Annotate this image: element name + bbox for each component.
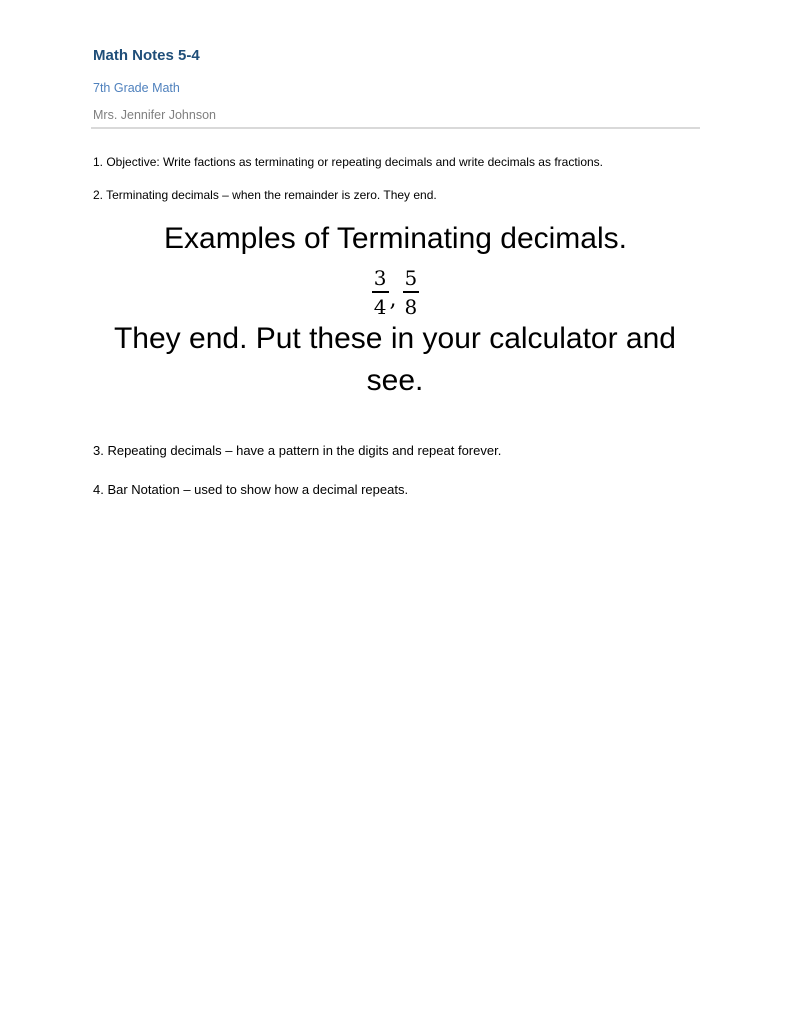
- note-repeating-decimals: 3. Repeating decimals – have a pattern in the digits and repeat forever.: [93, 443, 502, 458]
- note-bar-notation: 4. Bar Notation – used to show how a decimal repeats.: [93, 482, 409, 497]
- fraction-denominator: 4: [373, 294, 387, 319]
- examples-heading: Examples of Terminating decimals.: [164, 222, 627, 255]
- header-divider: [91, 127, 700, 129]
- examples-statement: They end. Put these in your calculator and see.: [113, 322, 676, 397]
- note-objective: 1. Objective: Write factions as terminating or repeating decimals and write decimals as fractions.: [93, 155, 603, 169]
- fraction-separator: ,: [389, 286, 397, 312]
- example-fractions: [0, 262, 791, 322]
- fraction-three-fourths: [372, 267, 389, 318]
- document-title: Math Notes 5-4: [93, 47, 200, 64]
- note-terminating-decimals: 2. Terminating decimals – when the remainder is zero. They end.: [93, 188, 437, 202]
- document-author: Mrs. Jennifer Johnson: [93, 108, 216, 122]
- document-subtitle: 7th Grade Math: [93, 81, 180, 95]
- fraction-denominator: 8: [404, 294, 418, 319]
- fraction-numerator: 3: [372, 267, 389, 293]
- fraction-numerator: 5: [403, 267, 420, 293]
- fraction-five-eighths: [403, 267, 420, 318]
